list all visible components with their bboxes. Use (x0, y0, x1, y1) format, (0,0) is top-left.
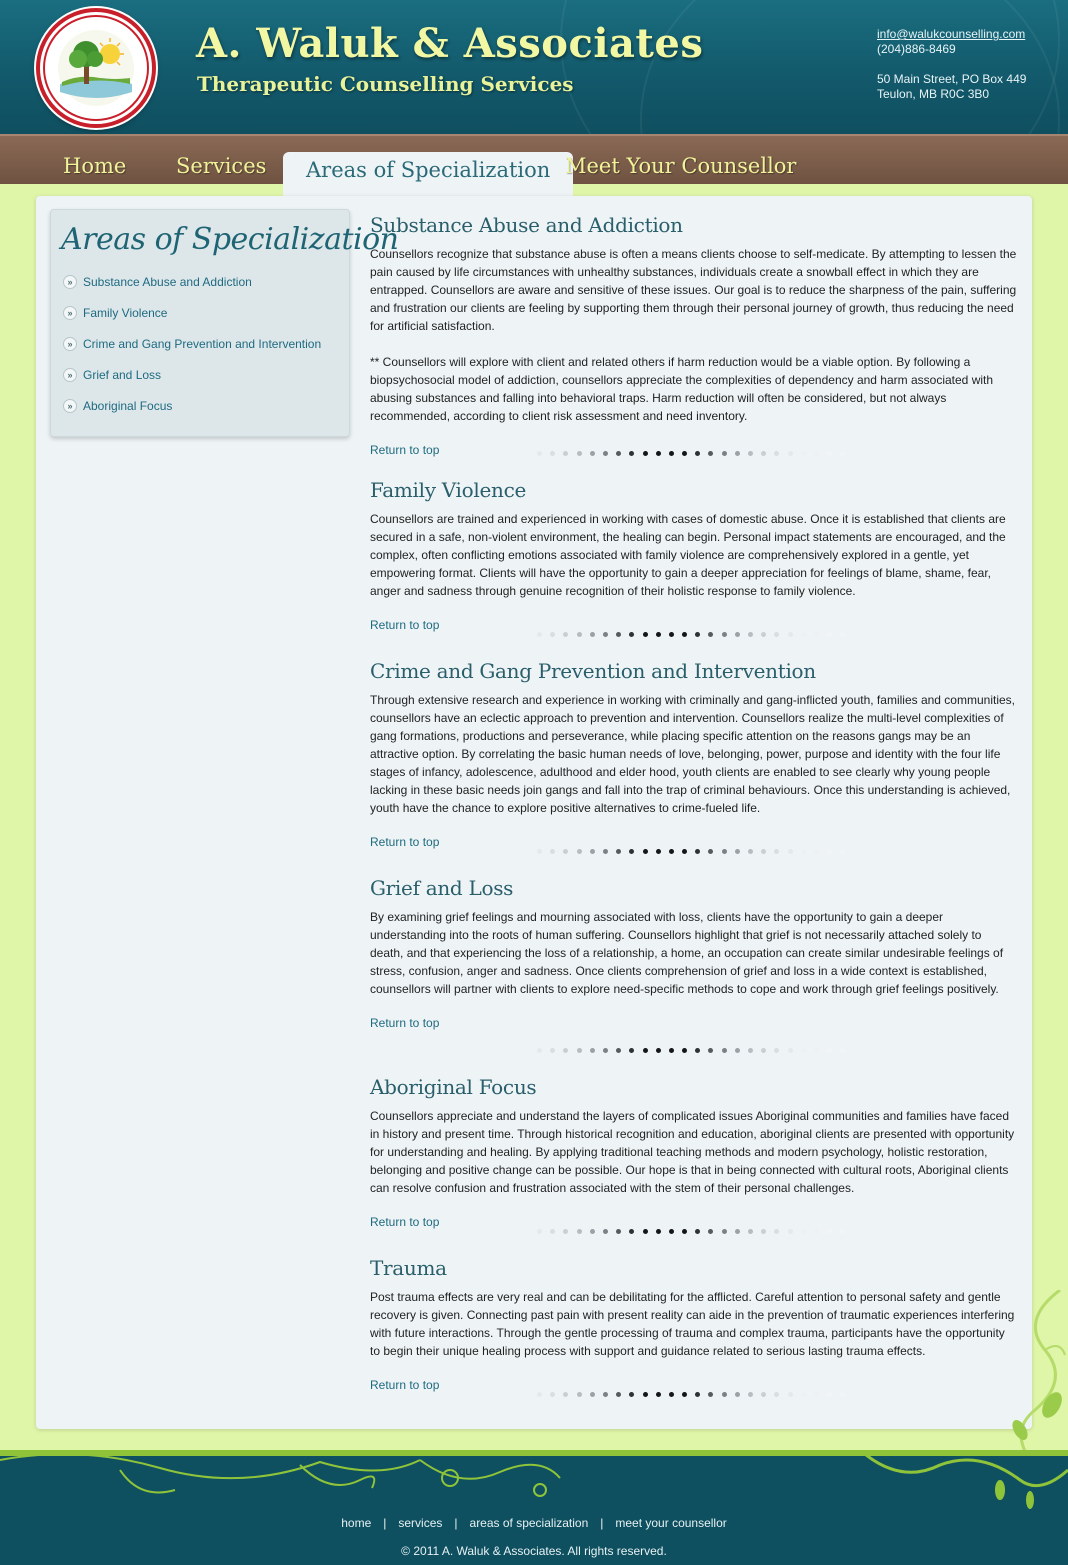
divider-dot (682, 849, 687, 854)
main-nav (0, 134, 1068, 184)
dotted-divider (537, 1048, 854, 1054)
return-to-top-link[interactable]: Return to top (370, 443, 440, 457)
sidebar-item-label: Grief and Loss (83, 368, 162, 382)
divider-dot (682, 1392, 687, 1397)
divider-dot (656, 632, 661, 637)
divider-dot (722, 451, 727, 456)
divider-dot (695, 1048, 700, 1053)
divider-dot (656, 849, 661, 854)
divider-dot (629, 1048, 634, 1053)
divider-dot (827, 632, 832, 637)
divider-dot (669, 451, 674, 456)
divider-dot (643, 1229, 648, 1234)
divider-dot (563, 1229, 568, 1234)
site-footer (0, 1450, 1068, 1565)
site-subtitle: Therapeutic Counselling Services (197, 72, 574, 96)
section-paragraph: Counsellors recognize that substance abuse is often a means clients choose to self-medicate. By attempting to lessen the pain caused by life circumstances with unhealthy substances, individuals create a snowball effect in which they are entrapped. Counsellors are aware and sensitive of these issues. Our goal is to reduce the sharpness of the pain, suffering and frustration our clients are feeling by supporting them through their personal journey of growth, thus reducing the need for artificial satisfaction. (370, 247, 1017, 333)
section-substance-abuse (370, 213, 1018, 457)
sidebar-item-crime-gang[interactable] (63, 334, 321, 354)
divider-dot (774, 849, 779, 854)
divider-dot (788, 1229, 793, 1234)
section-heading: Family Violence (370, 478, 527, 502)
divider-dot (590, 849, 595, 854)
divider-dot (774, 451, 779, 456)
divider-dot (695, 632, 700, 637)
divider-dot (774, 1048, 779, 1053)
divider-dot (603, 632, 608, 637)
section-crime-gang (370, 659, 1018, 849)
divider-dot (722, 1048, 727, 1053)
divider-dot (761, 849, 766, 854)
sidebar-item-label: Substance Abuse and Addiction (83, 275, 252, 289)
divider-dot (748, 1392, 753, 1397)
divider-dot (643, 1392, 648, 1397)
divider-dot (616, 1229, 621, 1234)
divider-dot (735, 451, 740, 456)
section-heading: Grief and Loss (370, 876, 514, 900)
divider-dot (643, 451, 648, 456)
divider-dot (814, 451, 819, 456)
divider-dot (761, 451, 766, 456)
divider-dot (695, 1229, 700, 1234)
divider-dot (708, 849, 713, 854)
divider-dot (577, 632, 582, 637)
section-paragraph: Post trauma effects are very real and can be debilitating for the afflicted. Careful attention to personal safety and gentle recovery is given. Connecting past pain with present reality can aide in the prevention of traumatic experiences interfering with future interactions. Through the gentle processing of trauma and complex trauma, participants have the opportunity to begin their unique healing process with support and guidance related to serious lasting trauma effects. (370, 1290, 1015, 1358)
divider-dot (656, 451, 661, 456)
divider-dot (814, 1392, 819, 1397)
divider-dot (788, 849, 793, 854)
divider-dot (748, 849, 753, 854)
sidebar-item-label: Aboriginal Focus (83, 399, 173, 413)
divider-dot (735, 849, 740, 854)
section-heading: Trauma (370, 1256, 447, 1280)
divider-dot (629, 849, 634, 854)
divider-dot (761, 632, 766, 637)
divider-dot (827, 1048, 832, 1053)
header-contact (877, 27, 1026, 102)
divider-dot (563, 451, 568, 456)
sidebar-title: Areas of Specialization (61, 222, 399, 257)
divider-dot (814, 849, 819, 854)
divider-dot (788, 1392, 793, 1397)
sidebar-item-family-violence[interactable] (63, 303, 167, 323)
divider-dot (656, 1229, 661, 1234)
divider-dot (550, 1229, 555, 1234)
site-logo[interactable] (36, 8, 156, 128)
divider-dot (801, 849, 806, 854)
divider-dot (550, 451, 555, 456)
divider-dot (801, 1392, 806, 1397)
divider-dot (603, 1229, 608, 1234)
footer-link-home[interactable]: home (341, 1516, 372, 1530)
divider-dot (748, 632, 753, 637)
divider-dot (840, 849, 845, 854)
divider-dot (722, 1229, 727, 1234)
section-family-violence (370, 478, 1018, 632)
divider-dot (577, 1392, 582, 1397)
divider-dot (629, 451, 634, 456)
divider-dot (590, 1392, 595, 1397)
divider-dot (788, 451, 793, 456)
address-line-2: Teulon, MB R0C 3B0 (877, 87, 990, 101)
divider-dot (840, 451, 845, 456)
divider-dot (840, 1048, 845, 1053)
chevron-right-icon: » (63, 399, 77, 413)
section-paragraph: Counsellors are trained and experienced in working with cases of domestic abuse. Once it is established that clients are secured in a safe, non-violent environment, the healing can begin. Personal impact statements are encouraged, and the complex, often conflicting emotions associated with family violence are comprehensively explored in a gentle, yet empowering format. Clients will have the opportunity to gain a deeper appreciation for feelings of blame, shame, fear, anger and sadness through genuine recognition of their holistic response to family violence. (370, 512, 1006, 598)
divider-dot (801, 632, 806, 637)
chevron-right-icon: » (63, 368, 77, 382)
divider-dot (537, 1229, 542, 1234)
divider-dot (616, 632, 621, 637)
dotted-divider (537, 849, 854, 855)
footer-link-areas-of-specialization[interactable]: areas of specialization (469, 1516, 589, 1530)
divider-dot (563, 632, 568, 637)
phone-number: (204)886-8469 (877, 42, 956, 56)
divider-dot (840, 632, 845, 637)
divider-dot (788, 1048, 793, 1053)
divider-dot (577, 849, 582, 854)
section-trauma (370, 1256, 1018, 1392)
divider-dot (774, 1229, 779, 1234)
section-paragraph: ** Counsellors will explore with client and related others if harm reduction would be a viable option. By following a biopsychosocial model of addiction, counsellors appreciate the complexities of dependency and harm associated with abusing substances and falling into behavioral traps. Harm reduction will often be considered, but not always recommended, according to client risk assessment and need inventory. (370, 355, 994, 423)
dotted-divider (537, 1392, 854, 1398)
divider-dot (603, 1048, 608, 1053)
divider-dot (603, 1392, 608, 1397)
divider-dot (761, 1048, 766, 1053)
section-aboriginal-focus (370, 1075, 1018, 1229)
divider-dot (669, 1392, 674, 1397)
footer-separator: | (383, 1516, 387, 1530)
divider-dot (814, 1048, 819, 1053)
divider-dot (682, 1048, 687, 1053)
sidebar-item-label: Family Violence (83, 306, 168, 320)
dotted-divider (537, 632, 854, 638)
divider-dot (616, 1048, 621, 1053)
divider-dot (788, 632, 793, 637)
divider-dot (827, 1229, 832, 1234)
divider-dot (537, 1048, 542, 1053)
divider-dot (682, 632, 687, 637)
divider-dot (590, 1229, 595, 1234)
divider-dot (748, 1048, 753, 1053)
divider-dot (774, 1392, 779, 1397)
nav-home[interactable]: Home (63, 154, 127, 178)
chevron-right-icon: » (63, 306, 77, 320)
divider-dot (643, 632, 648, 637)
divider-dot (550, 1392, 555, 1397)
divider-dot (550, 849, 555, 854)
divider-dot (629, 1392, 634, 1397)
divider-dot (563, 1048, 568, 1053)
divider-dot (616, 1392, 621, 1397)
divider-dot (656, 1392, 661, 1397)
divider-dot (801, 1048, 806, 1053)
divider-dot (840, 1392, 845, 1397)
divider-dot (827, 451, 832, 456)
divider-dot (590, 632, 595, 637)
sidebar-item-grief-loss[interactable] (63, 365, 161, 385)
divider-dot (722, 1392, 727, 1397)
divider-dot (669, 1048, 674, 1053)
divider-dot (590, 1048, 595, 1053)
nav-services[interactable]: Services (176, 154, 267, 178)
divider-dot (590, 451, 595, 456)
divider-dot (774, 632, 779, 637)
divider-dot (577, 1229, 582, 1234)
divider-dot (616, 849, 621, 854)
divider-dot (708, 451, 713, 456)
divider-dot (695, 1392, 700, 1397)
vine-decoration-icon (990, 1290, 1068, 1460)
divider-dot (616, 451, 621, 456)
return-to-top-link[interactable]: Return to top (370, 1378, 440, 1392)
sidebar (50, 209, 399, 437)
footer-link-services[interactable]: services (398, 1516, 443, 1530)
divider-dot (735, 1048, 740, 1053)
divider-dot (840, 1229, 845, 1234)
return-to-top-link[interactable]: Return to top (370, 1016, 440, 1030)
divider-dot (708, 1048, 713, 1053)
divider-dot (656, 1048, 661, 1053)
divider-dot (669, 1229, 674, 1234)
divider-dot (682, 1229, 687, 1234)
divider-dot (695, 451, 700, 456)
footer-separator: | (600, 1516, 604, 1530)
footer-separator: | (454, 1516, 458, 1530)
divider-dot (761, 1392, 766, 1397)
divider-dot (682, 451, 687, 456)
divider-dot (708, 1229, 713, 1234)
divider-dot (735, 632, 740, 637)
chevron-right-icon: » (63, 337, 77, 351)
divider-dot (603, 451, 608, 456)
divider-dot (643, 849, 648, 854)
section-heading: Aboriginal Focus (370, 1075, 537, 1099)
logo-tree-sun-icon (40, 12, 152, 124)
return-to-top-link[interactable]: Return to top (370, 835, 440, 849)
section-grief-loss (370, 876, 1018, 1030)
site-header (0, 0, 1068, 134)
section-paragraph: By examining grief feelings and mourning associated with loss, clients have the opportunity to gain a deeper understanding into the roots of human suffering. Counsellors highlight that grief is not necessarily attached solely to death, and that experiencing the loss of a relationship, a home, an occupation can create similar undesirable feelings of stress, confusion, anger and sadness. Once clients comprehension of grief and loss in a wide context is established, counsellors will partner with clients to explore need-specific methods to cope and work through grief feelings positively. (370, 910, 1004, 996)
divider-dot (801, 451, 806, 456)
footer-vine-decoration-icon (0, 1450, 1068, 1510)
divider-dot (603, 849, 608, 854)
footer-nav (0, 1516, 1068, 1530)
divider-dot (748, 451, 753, 456)
divider-dot (643, 1048, 648, 1053)
divider-dot (827, 1392, 832, 1397)
return-to-top-link[interactable]: Return to top (370, 618, 440, 632)
sidebar-item-label: Crime and Gang Prevention and Intervention (83, 337, 322, 351)
divider-dot (735, 1392, 740, 1397)
nav-areas-of-specialization[interactable]: Areas of Specialization (283, 152, 573, 200)
footer-link-meet-your-counsellor[interactable]: meet your counsellor (615, 1516, 727, 1530)
address-line-1: 50 Main Street, PO Box 449 (877, 72, 1027, 86)
divider-dot (695, 849, 700, 854)
divider-dot (563, 1392, 568, 1397)
divider-dot (814, 1229, 819, 1234)
nav-meet-your-counsellor[interactable]: Meet Your Counsellor (565, 154, 797, 178)
divider-dot (761, 1229, 766, 1234)
site-title[interactable]: A. Waluk & Associates (196, 20, 704, 67)
divider-dot (827, 849, 832, 854)
dotted-divider (537, 1229, 854, 1235)
chevron-right-icon: » (63, 275, 77, 289)
email-link[interactable]: info@walukcounselling.com (877, 27, 1026, 41)
divider-dot (537, 451, 542, 456)
divider-dot (722, 849, 727, 854)
divider-dot (735, 1229, 740, 1234)
divider-dot (629, 632, 634, 637)
divider-dot (629, 1229, 634, 1234)
divider-dot (537, 1392, 542, 1397)
divider-dot (550, 1048, 555, 1053)
divider-dot (577, 451, 582, 456)
divider-dot (577, 1048, 582, 1053)
divider-dot (537, 849, 542, 854)
section-heading: Substance Abuse and Addiction (370, 213, 683, 237)
return-to-top-link[interactable]: Return to top (370, 1215, 440, 1229)
copyright-text: © 2011 A. Waluk & Associates. All rights reserved. (401, 1544, 667, 1558)
sidebar-item-aboriginal-focus[interactable] (63, 396, 172, 416)
divider-dot (550, 632, 555, 637)
divider-dot (669, 849, 674, 854)
divider-dot (814, 632, 819, 637)
divider-dot (801, 1229, 806, 1234)
section-paragraph: Counsellors appreciate and understand the layers of complicated issues Aboriginal communities and families have faced in history and present time. Through historical recognition and education, aboriginal clients are presented with opportunity for understanding and healing. By applying traditional teaching methods and modern psychology, holistic restoration, belonging and positive change can be possible. Our hope is that in being connected with cultural roots, Aboriginal clients can resolve confusion and frustration associated with the stem of their personal challenges. (370, 1109, 1015, 1195)
divider-dot (669, 632, 674, 637)
section-heading: Crime and Gang Prevention and Intervention (370, 659, 816, 683)
divider-dot (748, 1229, 753, 1234)
sidebar-item-substance-abuse[interactable] (63, 272, 252, 292)
divider-dot (563, 849, 568, 854)
dotted-divider (537, 451, 854, 457)
divider-dot (708, 632, 713, 637)
divider-dot (537, 632, 542, 637)
divider-dot (722, 632, 727, 637)
divider-dot (708, 1392, 713, 1397)
section-paragraph: Through extensive research and experience in working with criminally and gang-inflicted youth, families and communities, counsellors have an eclectic approach to prevention and intervention. Counsellors realize the multi-level complexities of gang formations, productions and perseverance, while placing specific attention on the reasons gangs may be an attractive option. By correlating the basic human needs of love, belonging, power, purpose and identity with the four life stages of infancy, adolescence, adulthood and elder hood, youth clients are enabled to see clearly why young people lacking in these basic needs join gangs and fall into the trap of criminal behaviours. Once this understanding is achieved, youth have the chance to explore positive alternatives to crime-fueled life. (370, 693, 1015, 815)
